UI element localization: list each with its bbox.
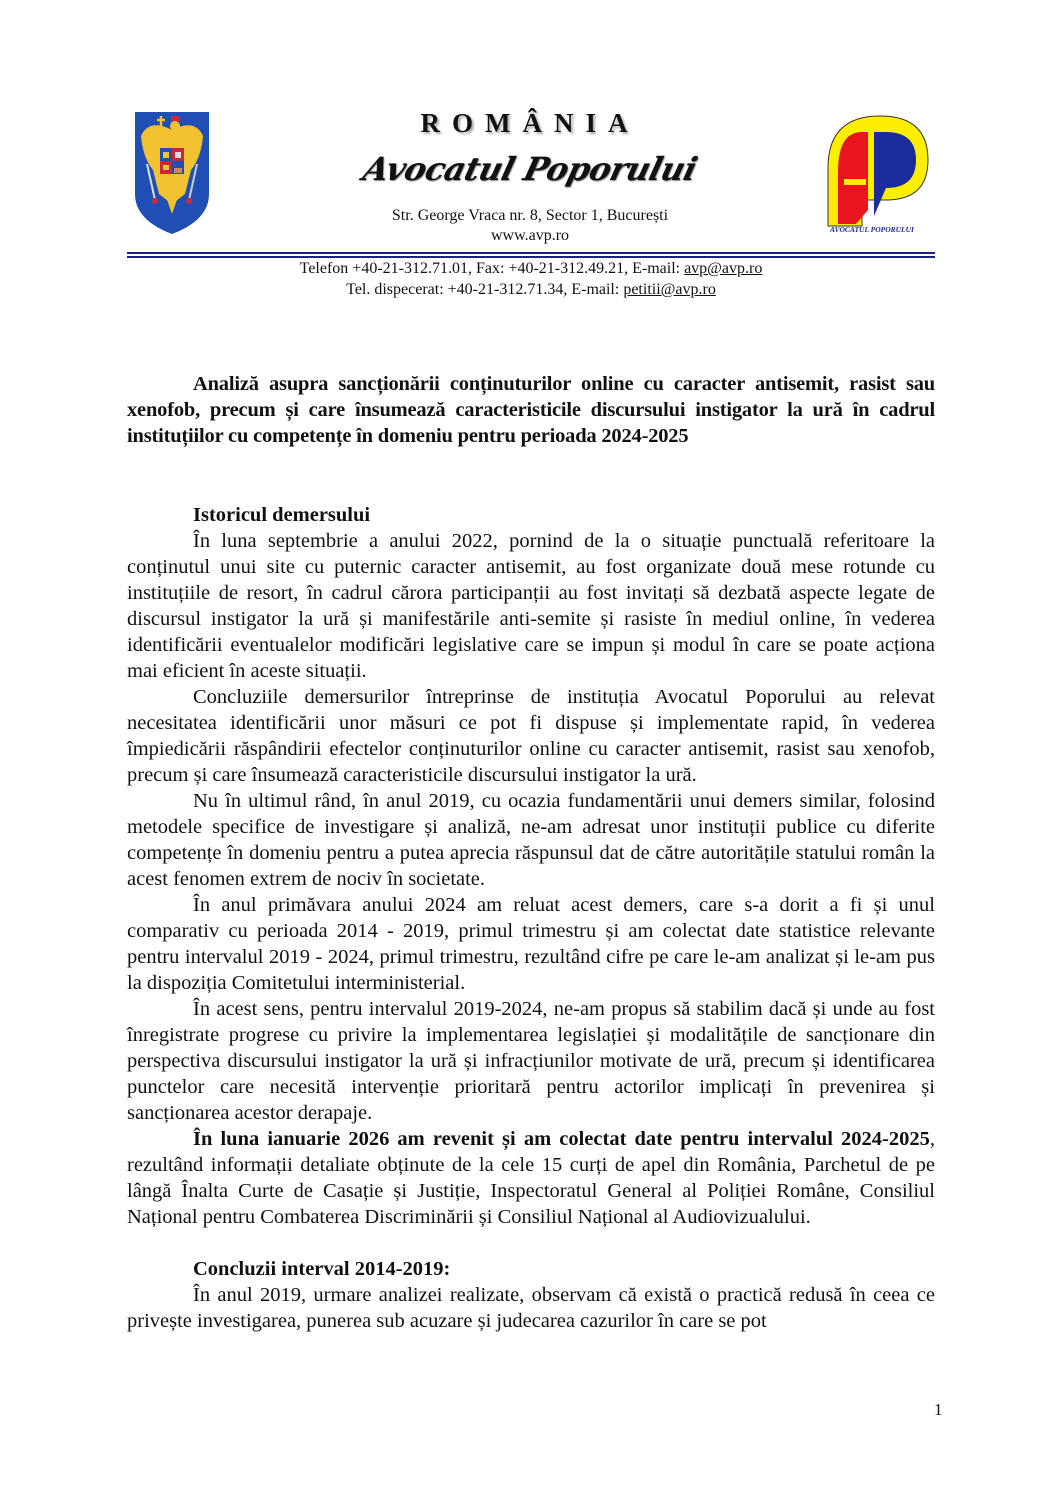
contact-dispatcher-text: Tel. dispecerat: +40-21-312.71.34, E-mail:: [346, 281, 624, 298]
contact-line-dispatcher: [127, 280, 935, 300]
svg-text:AVOCATUL POPORULUI: AVOCATUL POPORULUI: [830, 225, 914, 234]
institution-name: Avocatul Poporului: [359, 150, 701, 188]
paragraph: În luna septembrie a anului 2022, pornind de la o situație punctuală referitoare la conținutul unui site cu puternic caracter antisemit, au fost organizate două mese rotunde cu instituțiile de resort, în cadrul cărora participanții au fost invitați să dezbată aspecte legate de discursul instigator la ură și manifestările anti-semite și rasiste în mediul online, în vederea identificării eventualelor modificări legislative care se impun și modul în care se poate acționa mai eficient în aceste situații.: [127, 530, 935, 682]
country-name: ROMÂNIA: [420, 108, 640, 138]
email-link-avp[interactable]: avp@avp.ro: [684, 260, 763, 277]
contact-line-phone-fax: [127, 259, 935, 279]
avocatul-poporului-logo: [818, 108, 940, 236]
paragraph: Nu în ultimul rând, în anul 2019, cu ocazia fundamentării unui demers similar, folosind metodele specifice de investigare și analiză, ne-am adresat unor instituții publice cu diferite competențe în domeniu pentru a putea aprecia răspunsul dat de către autoritățile statului român la acest fenomen extrem de nociv în societate.: [127, 790, 935, 890]
institution-website: www.avp.ro: [490, 227, 570, 244]
paragraph: În anul 2019, urmare analizei realizate, observam că există o practică redusă în ceea ce privește investigarea, punerea sub acuzare și judecarea cazurilor în care se pot: [127, 1284, 935, 1332]
paragraph: Concluziile demersurilor întreprinse de instituția Avocatul Poporului au relevat necesitatea identificării unor măsuri ce pot fi dispuse și implementate rapid, în vederea împiedicării răspândirii efectelor conținuturilor online cu caracter antisemit, rasist sau xenofob, precum și care însumează caracteristicile discursului instigator la ură.: [127, 686, 935, 786]
page-number: 1: [934, 1400, 943, 1419]
contact-phone-fax-text: Telefon +40-21-312.71.01, Fax: +40-21-312.49.21, E-mail:: [299, 260, 685, 277]
institution-address: Str. George Vraca nr. 8, Sector 1, București: [391, 207, 669, 224]
paragraph: În acest sens, pentru intervalul 2019-2024, ne-am propus să stabilim dacă și unde au fost înregistrate progrese cu privire la implementarea legislației și modalitățile de sancționare din perspectiva discursului instigator la ură și infracțiunilor motivate de ură, precum și identificarea punctelor care necesită intervenție prioritară pentru actorilor implicați în prevenirea și sancționarea acestor derapaje.: [127, 998, 935, 1124]
document-body: [127, 371, 935, 1334]
document-title: Analiză asupra sancționării conținuturilor online cu caracter antisemit, rasist sau xenofob, precum și care însumează caracteristicile discursului instigator la ură în cadrul instituțiilor cu competențe în domeniu pentru perioada 2024-2025: [127, 373, 935, 447]
section-heading-concluzii: Concluzii interval 2014-2019:: [193, 1258, 451, 1280]
paragraph-data-collection: [127, 1126, 935, 1230]
section-heading-istoric: Istoricul demersului: [193, 504, 371, 526]
email-link-petitii[interactable]: petitii@avp.ro: [623, 281, 716, 298]
romania-coat-of-arms-icon: [133, 108, 211, 236]
header-divider: [127, 252, 935, 258]
paragraph-bold-lead: În luna ianuarie 2026 am revenit și am colectat date pentru intervalul 2024-2025: [193, 1128, 930, 1150]
paragraph: În anul primăvara anului 2024 am reluat acest demers, care s-a dorit a fi și unul comparativ cu perioada 2014 - 2019, primul trimestru și am colectat date statistice relevante pentru intervalul 2019 - 2024, primul trimestru, rezultând cifre pe care le-am analizat și le-am pus la dispoziția Comitetului interministerial.: [127, 894, 935, 994]
paragraph-rest: , rezultând informații detaliate obținute de la cele 15 curți de apel din România, Parchetul de pe lângă Înalta Curte de Casație și Justiție, Inspectoratul General al Poliției Române, Consiliul Național pentru Combaterea Discriminării și Consiliul Național al Audiovizualului.: [127, 1128, 935, 1228]
